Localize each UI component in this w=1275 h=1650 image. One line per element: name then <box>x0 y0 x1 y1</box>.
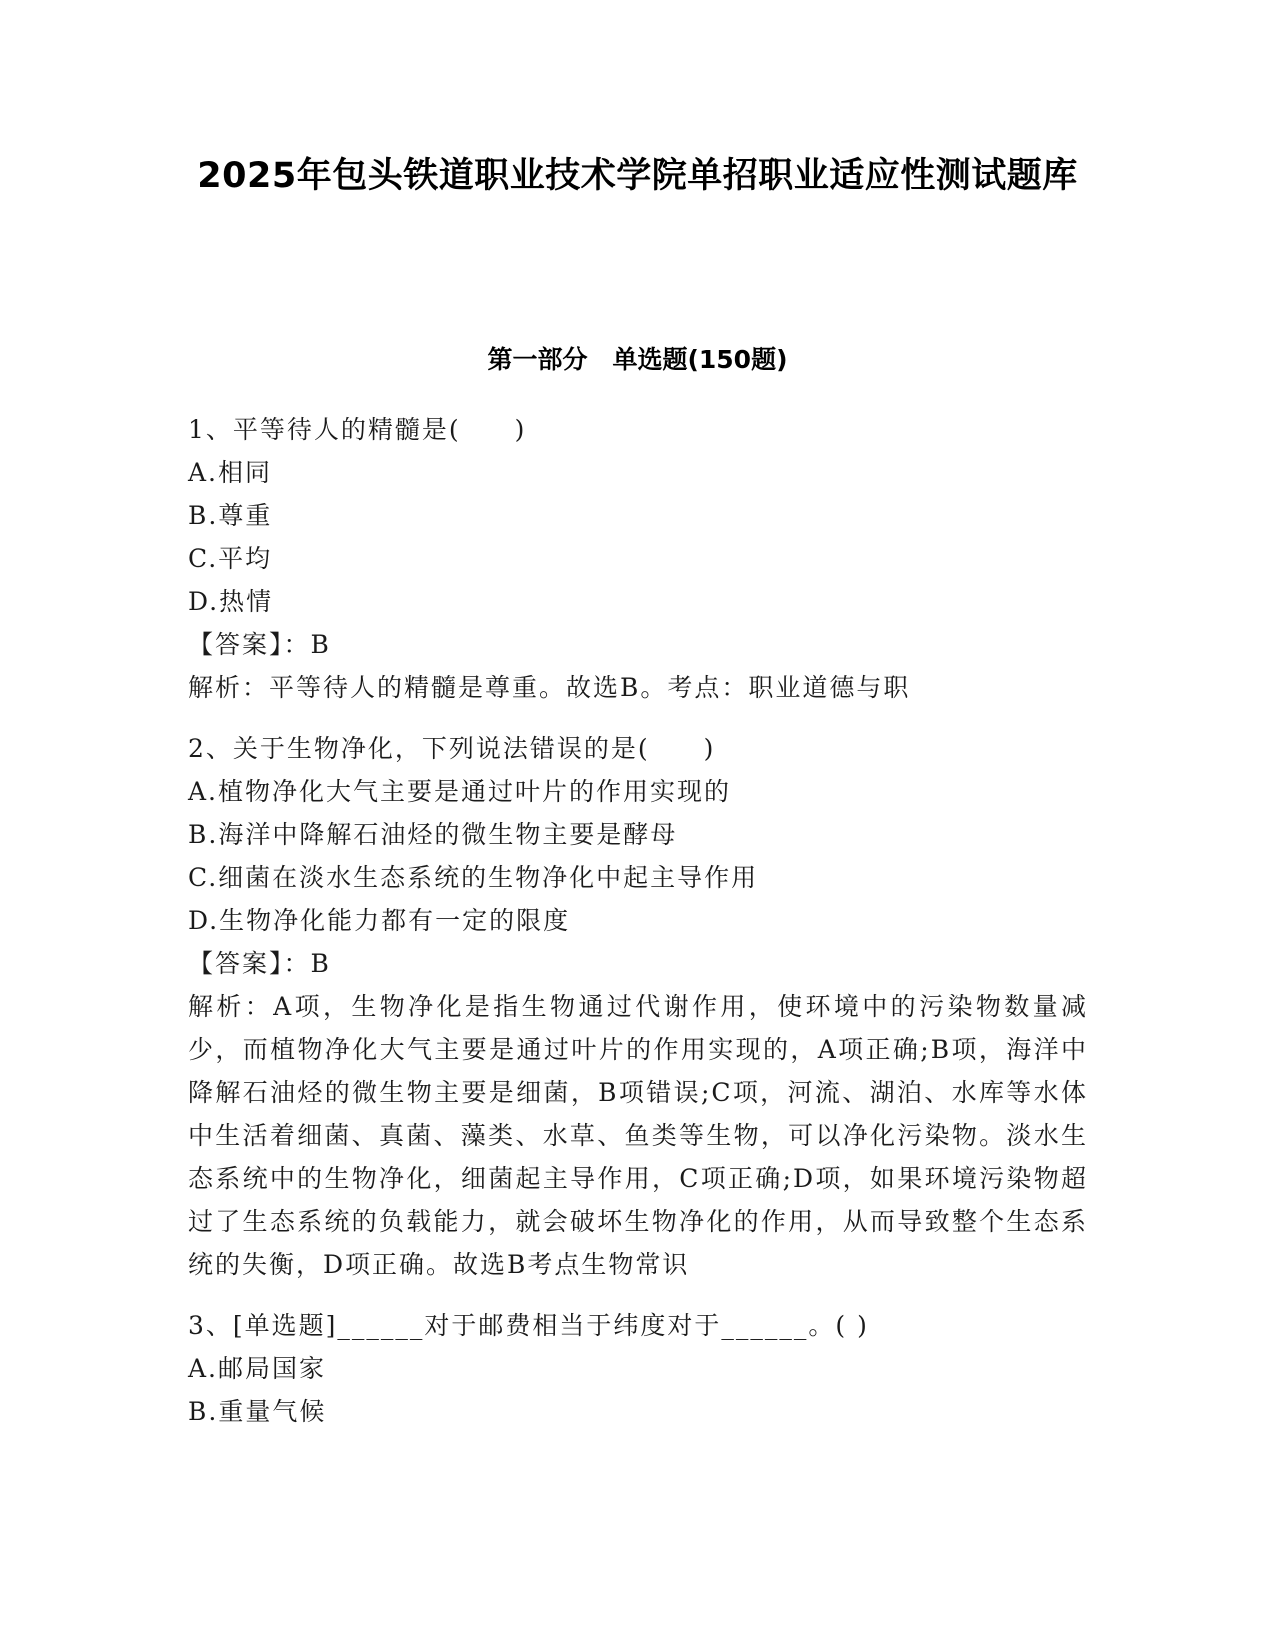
option-c: C.平均 <box>188 544 273 573</box>
analysis: 解析：平等待人的精髓是尊重。故选B。考点：职业道德与职 <box>188 673 911 702</box>
question-stem: 3、[单选题]______对于邮费相当于纬度对于______。( ) <box>188 1311 869 1340</box>
option-b: B.尊重 <box>188 501 273 530</box>
question-3 <box>188 1304 1088 1433</box>
option-a: A.邮局国家 <box>188 1354 327 1383</box>
section-heading: 第一部分 单选题(150题) <box>487 345 788 374</box>
question-1 <box>188 408 1088 709</box>
option-a: A.相同 <box>188 458 273 487</box>
question-stem: 2、关于生物净化，下列说法错误的是( ) <box>188 734 716 763</box>
analysis: 解析：A项，生物净化是指生物通过代谢作用，使环境中的污染物数量减少，而植物净化大气主要是通过叶片的作用实现的，A项正确;B项，海洋中降解石油烃的微生物主要是细菌，B项错误;C项，河流、湖泊、水库等水体中生活着细菌、真菌、藻类、水草、鱼类等生物，可以净化污染物。淡水生态系统中的生物净化，细菌起主导作用，C项正确;D项，如果环境污染物超过了生态系统的负载能力，就会破坏生物净化的作用，从而导致整个生态系统的失衡，D项正确。故选B考点生物常识 <box>188 992 1088 1279</box>
option-b: B.海洋中降解石油烃的微生物主要是酵母 <box>188 820 678 849</box>
answer: 【答案】：B <box>188 949 331 978</box>
option-a: A.植物净化大气主要是通过叶片的作用实现的 <box>188 777 732 806</box>
question-list <box>188 408 1088 1433</box>
question-2 <box>188 727 1088 1286</box>
question-stem: 1、平等待人的精髓是( ) <box>188 415 527 444</box>
answer: 【答案】：B <box>188 630 331 659</box>
option-c: C.细菌在淡水生态系统的生物净化中起主导作用 <box>188 863 759 892</box>
option-d: D.生物净化能力都有一定的限度 <box>188 906 571 935</box>
document-title: 2025年包头铁道职业技术学院单招职业适应性测试题库 <box>197 156 1078 196</box>
option-b: B.重量气候 <box>188 1397 327 1426</box>
option-d: D.热情 <box>188 587 274 616</box>
